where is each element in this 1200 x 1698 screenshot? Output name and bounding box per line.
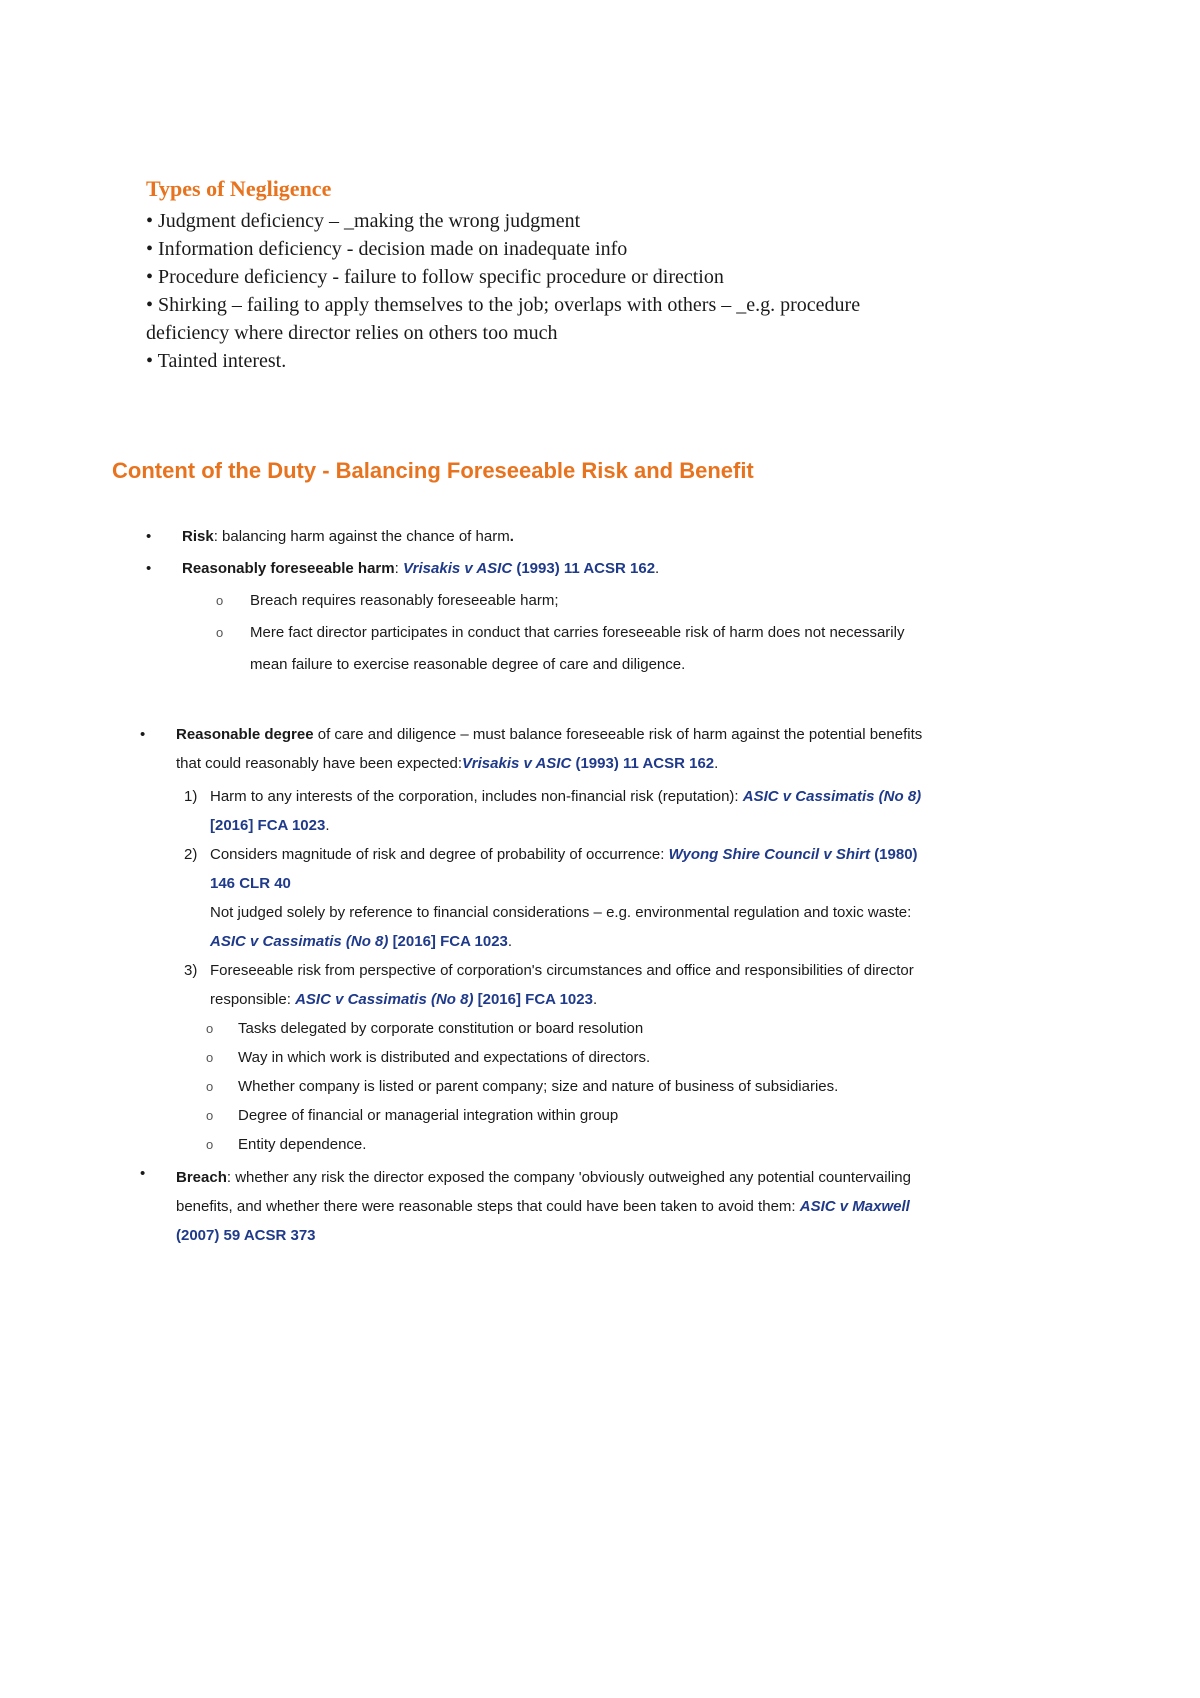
sub-bullet-icon: o <box>216 593 224 608</box>
item-label: Reasonably foreseeable harm <box>182 560 395 577</box>
negligence-line: • Judgment deficiency – _making the wrong judgment <box>146 210 581 232</box>
types-of-negligence-section <box>146 175 1086 375</box>
sub-item <box>206 1018 643 1040</box>
list-item-risk <box>146 526 514 548</box>
negligence-line: deficiency where director relies on others too much <box>146 322 558 344</box>
numbered-item <box>184 956 1000 1014</box>
sub-item-text: Degree of financial or managerial integration within group <box>238 1107 619 1124</box>
case-name: Wyong Shire Council v Shirt <box>668 846 871 863</box>
case-name: ASIC v Maxwell <box>799 1198 910 1215</box>
list-item-foreseeable-harm <box>146 558 659 580</box>
sub-item <box>216 622 904 644</box>
item-number: 3) <box>184 962 198 979</box>
section-heading: Types of Negligence <box>146 176 332 201</box>
list-item-continuation <box>176 753 718 775</box>
sub-bullet-icon: o <box>206 1021 214 1036</box>
negligence-line: • Procedure deficiency - failure to follow specific procedure or direction <box>146 266 724 288</box>
case-name: Vrisakis v ASIC <box>462 755 572 772</box>
item-text: Foreseeable risk from perspective of corporation's circumstances and office and responsibilities of director <box>210 962 914 979</box>
item-sep: : <box>394 560 403 577</box>
sub-bullet-icon: o <box>206 1108 214 1123</box>
sub-bullet-icon: o <box>216 625 224 640</box>
case-citation: 146 CLR 40 <box>210 875 291 892</box>
sub-item <box>206 1105 618 1127</box>
item-end: . <box>509 528 514 545</box>
sub-bullet-icon: o <box>206 1079 214 1094</box>
item-text: benefits, and whether there were reasonable steps that could have been taken to avoid them: <box>176 1198 800 1215</box>
section-heading: Content of the Duty - Balancing Foreseeable Risk and Benefit <box>112 458 754 483</box>
bullet-icon: • <box>146 528 152 545</box>
item-note: Not judged solely by reference to financial considerations – e.g. environmental regulation and toxic waste: <box>210 904 912 921</box>
item-text: responsible: <box>210 991 296 1008</box>
item-end: . <box>592 991 598 1008</box>
bullet-icon: • <box>140 1165 146 1182</box>
case-name: ASIC v Cassimatis (No 8) <box>295 991 474 1008</box>
case-name: Vrisakis v ASIC <box>402 560 513 577</box>
content-of-duty-section <box>112 456 1112 486</box>
list-item-breach <box>140 1163 996 1250</box>
sub-item-text: Breach requires reasonably foreseeable harm; <box>250 592 559 609</box>
case-name: ASIC v Cassimatis (No 8) <box>210 933 389 950</box>
sub-item-text: Mere fact director participates in conduct that carries foreseeable risk of harm does not necessarily <box>250 624 905 641</box>
numbered-item <box>184 782 990 840</box>
item-text: Considers magnitude of risk and degree of probability of occurrence: <box>210 846 669 863</box>
sub-item-continuation <box>250 654 685 676</box>
sub-item <box>206 1076 838 1098</box>
item-text: : whether any risk the director exposed the company 'obviously outweighed any potential countervailing <box>226 1169 911 1186</box>
numbered-item <box>184 840 1000 956</box>
item-text: that could reasonably have been expected: <box>176 755 463 772</box>
item-label: Risk <box>182 528 214 545</box>
case-name: ASIC v Cassimatis (No 8) <box>742 788 922 805</box>
sub-item-text: Whether company is listed or parent company; size and nature of business of subsidiaries. <box>238 1078 839 1095</box>
bullet-icon: • <box>140 726 146 743</box>
sub-bullet-icon: o <box>206 1137 214 1152</box>
case-citation: (1980) <box>874 846 918 863</box>
item-text: Harm to any interests of the corporation, includes non-financial risk (reputation): <box>210 788 743 805</box>
negligence-line: • Shirking – failing to apply themselves to the job; overlaps with others – _e.g. procedure <box>146 294 861 316</box>
sub-item <box>216 590 559 612</box>
case-citation: [2016] FCA 1023 <box>477 991 593 1008</box>
item-text: : balancing harm against the chance of harm <box>213 528 510 545</box>
case-citation: [2016] FCA 1023 <box>392 933 508 950</box>
negligence-line: • Tainted interest. <box>146 350 287 372</box>
item-end: . <box>655 560 660 577</box>
sub-item <box>206 1047 650 1069</box>
item-end: . <box>714 755 719 772</box>
sub-item-text: mean failure to exercise reasonable degree of care and diligence. <box>250 656 686 673</box>
sub-bullet-icon: o <box>206 1050 214 1065</box>
list-item-reasonable-degree <box>140 724 922 746</box>
negligence-line: • Information deficiency - decision made on inadequate info <box>146 238 628 260</box>
case-citation: (1993) 11 ACSR 162 <box>575 755 715 772</box>
bullet-icon: • <box>146 560 152 577</box>
case-citation: (2007) 59 ACSR 373 <box>176 1227 316 1244</box>
item-end: . <box>325 817 330 834</box>
sub-item-text: Way in which work is distributed and expectations of directors. <box>238 1049 651 1066</box>
item-number: 2) <box>184 846 198 863</box>
item-text: of care and diligence – must balance foreseeable risk of harm against the potential benefits <box>313 726 923 743</box>
item-label: Reasonable degree <box>176 726 314 743</box>
sub-item-text: Entity dependence. <box>238 1136 367 1153</box>
item-number: 1) <box>184 788 198 805</box>
sub-item <box>206 1134 366 1156</box>
case-citation: (1993) 11 ACSR 162 <box>516 560 656 577</box>
sub-item-text: Tasks delegated by corporate constitution or board resolution <box>238 1020 644 1037</box>
item-end: . <box>507 933 513 950</box>
item-label: Breach <box>176 1169 227 1186</box>
case-citation: [2016] FCA 1023 <box>210 817 326 834</box>
